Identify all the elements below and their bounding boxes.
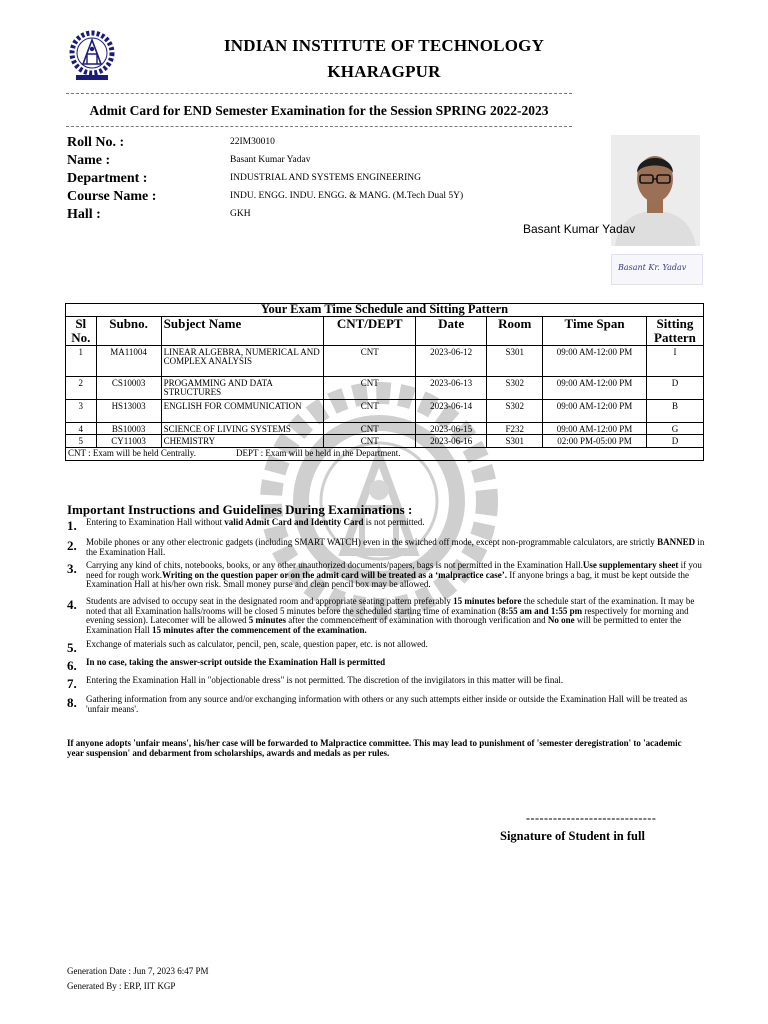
table-row [66, 435, 704, 448]
table-cell: 4 [66, 422, 97, 435]
malpractice-warning: If anyone adopts 'unfair means', his/her case will be forwarded to Malpractice committee. This may lead to punishment of 'semester deregistration' to 'academic year suspension' and debarment from scholarships, awards and medals as per rules. [67, 738, 682, 758]
table-cell: CNT [324, 435, 416, 448]
table-cell: MA11004 [96, 345, 161, 376]
instruction-number: 3. [67, 561, 77, 576]
col-date: Date [416, 316, 487, 345]
table-cell: I [646, 345, 703, 376]
instruction-number: 8. [67, 695, 77, 710]
course-name-value: INDU. ENGG. INDU. ENGG. & MANG. (M.Tech Dual 5Y) [230, 191, 464, 201]
legend-cnt: CNT : Exam will be held Centrally. [68, 447, 196, 458]
generated-by: Generated By : ERP, IIT KGP [67, 981, 176, 991]
table-cell: S302 [487, 376, 543, 399]
table-cell: 09:00 AM-12:00 PM [543, 376, 647, 399]
schedule-legend [66, 447, 704, 461]
schedule-header-row [66, 316, 704, 345]
course-name-label: Course Name : [67, 189, 157, 204]
name-value: Basant Kumar Yadav [230, 155, 311, 165]
table-cell: LINEAR ALGEBRA, NUMERICAL AND COMPLEX ANALYSIS [161, 345, 324, 376]
table-cell: B [646, 399, 703, 422]
divider-top [66, 93, 572, 94]
col-room: Room [487, 316, 543, 345]
table-cell: 2023-06-15 [416, 422, 487, 435]
table-cell: 2023-06-13 [416, 376, 487, 399]
col-subno: Subno. [96, 316, 161, 345]
instruction-item [67, 675, 707, 691]
instruction-number: 1. [67, 518, 77, 533]
signature-text: Basant Kr. Yadav [618, 263, 687, 272]
table-cell: D [646, 435, 703, 448]
instruction-number: 6. [67, 658, 77, 673]
legend-dept: DEPT : Exam will be held in the Department. [235, 447, 401, 458]
instruction-item [67, 695, 707, 714]
signature-line: ----------------------------- [526, 811, 657, 825]
institute-name-line2: KHARAGPUR [327, 62, 441, 81]
table-cell: SCIENCE OF LIVING SYSTEMS [161, 422, 324, 435]
table-cell: 1 [66, 345, 97, 376]
table-cell: CNT [324, 399, 416, 422]
table-cell: S302 [487, 399, 543, 422]
department-label: Department : [67, 171, 148, 186]
col-sitting-pattern: Sitting Pattern [646, 316, 703, 345]
instruction-text: Students are advised to occupy seat in the designated room and appropriate seating pattern preferably 15 minutes before the schedule start of the examination. It may be noted that all Examination halls/rooms will be closed 5 minutes before the scheduled starting time of examination (8:55 am and 1:55 pm respectively for morning and evening session). Latecomer will be allowed 5 minutes after the commencement of examination with thorough verification and No one will be permitted to enter the Examination Hall 15 minutes after the commencement of the examination. [86, 596, 695, 635]
instruction-text: Entering the Examination Hall in "objectionable dress" is not permitted. The discretion of the invigilators in this matter will be final. [86, 675, 564, 685]
generation-date: Generation Date : Jun 7, 2023 6:47 PM [67, 966, 209, 976]
table-cell: 02:00 PM-05:00 PM [543, 435, 647, 448]
table-row [66, 376, 704, 399]
schedule-title: Your Exam Time Schedule and Sitting Pattern [66, 304, 704, 317]
instruction-number: 5. [67, 640, 77, 655]
col-subject-name: Subject Name [161, 316, 324, 345]
table-cell: BS10003 [96, 422, 161, 435]
table-cell: 09:00 AM-12:00 PM [543, 399, 647, 422]
instruction-item [67, 597, 707, 635]
table-cell: CY11003 [96, 435, 161, 448]
department-value: INDUSTRIAL AND SYSTEMS ENGINEERING [230, 173, 421, 183]
table-row [66, 422, 704, 435]
col-sl-no: Sl No. [66, 316, 97, 345]
instruction-text: Gathering information from any source and/or exchanging information with others or any such attempts either inside or outside the Examination Hall will be treated as 'unfair means'. [86, 694, 688, 714]
hall-value: GKH [230, 209, 251, 219]
table-cell: 2 [66, 376, 97, 399]
instruction-item [67, 538, 707, 557]
hall-label: Hall : [67, 207, 101, 222]
exam-schedule-table [65, 303, 704, 461]
table-cell: 2023-06-12 [416, 345, 487, 376]
student-signature-image [611, 254, 703, 285]
table-row [66, 399, 704, 422]
table-cell: ENGLISH FOR COMMUNICATION [161, 399, 324, 422]
col-cnt-dept: CNT/DEPT [324, 316, 416, 345]
instruction-number: 2. [67, 538, 77, 553]
instruction-text: Mobile phones or any other electronic gadgets (including SMART WATCH) even in the switched off mode, except non-programmable calculators, are strictly BANNED in the Examination Hall. [86, 537, 705, 557]
divider-bottom [66, 126, 572, 127]
table-cell: 09:00 AM-12:00 PM [543, 345, 647, 376]
instructions-title: Important Instructions and Guidelines During Examinations : [67, 502, 413, 517]
table-cell: CNT [324, 422, 416, 435]
table-cell: CHEMISTRY [161, 435, 324, 448]
table-cell: 2023-06-16 [416, 435, 487, 448]
admit-card-title: Admit Card for END Semester Examination for the Session SPRING 2022-2023 [89, 103, 549, 118]
table-cell: D [646, 376, 703, 399]
table-cell: 5 [66, 435, 97, 448]
instruction-item [67, 561, 707, 590]
instruction-text: Entering to Examination Hall without valid Admit Card and Identity Card is not permitted. [86, 517, 425, 527]
instruction-item [67, 517, 707, 533]
name-label: Name : [67, 153, 111, 168]
photo-caption: Basant Kumar Yadav [523, 222, 636, 236]
table-cell: S301 [487, 435, 543, 448]
table-cell: 09:00 AM-12:00 PM [543, 422, 647, 435]
institute-name-line1: INDIAN INSTITUTE OF TECHNOLOGY [223, 36, 545, 55]
table-cell: HS13003 [96, 399, 161, 422]
table-cell: PROGAMMING AND DATA STRUCTURES [161, 376, 324, 399]
instruction-item [67, 657, 707, 673]
instruction-number: 7. [67, 676, 77, 691]
table-cell: F232 [487, 422, 543, 435]
table-cell: CS10003 [96, 376, 161, 399]
table-cell: G [646, 422, 703, 435]
instruction-text: Exchange of materials such as calculator, pencil, pen, scale, question paper, etc. is not allowed. [86, 639, 428, 649]
table-cell: 3 [66, 399, 97, 422]
roll-no-label: Roll No. : [67, 135, 125, 150]
instruction-text: Carrying any kind of chits, notebooks, books, or any other unauthorized documents/papers, bags is not permitted in the Examination Hall.Use supplementary sheet if you need for rough work.Writing on the question paper or on the admit card will be treated as a ‘malpractice case’. If anyone brings a bag, it must be kept outside the Examination Hall at his/her own risk. Small money purse and clean pencil box may be allowed. [86, 560, 702, 589]
table-cell: 2023-06-14 [416, 399, 487, 422]
signature-label: Signature of Student in full [500, 829, 645, 843]
table-cell: S301 [487, 345, 543, 376]
instruction-number: 4. [67, 597, 77, 612]
table-row [66, 345, 704, 376]
instruction-text: In no case, taking the answer-script outside the Examination Hall is permitted [86, 657, 386, 667]
instruction-item [67, 639, 707, 655]
table-cell: CNT [324, 345, 416, 376]
col-time-span: Time Span [543, 316, 647, 345]
roll-no-value: 22IM30010 [230, 137, 275, 147]
table-cell: CNT [324, 376, 416, 399]
